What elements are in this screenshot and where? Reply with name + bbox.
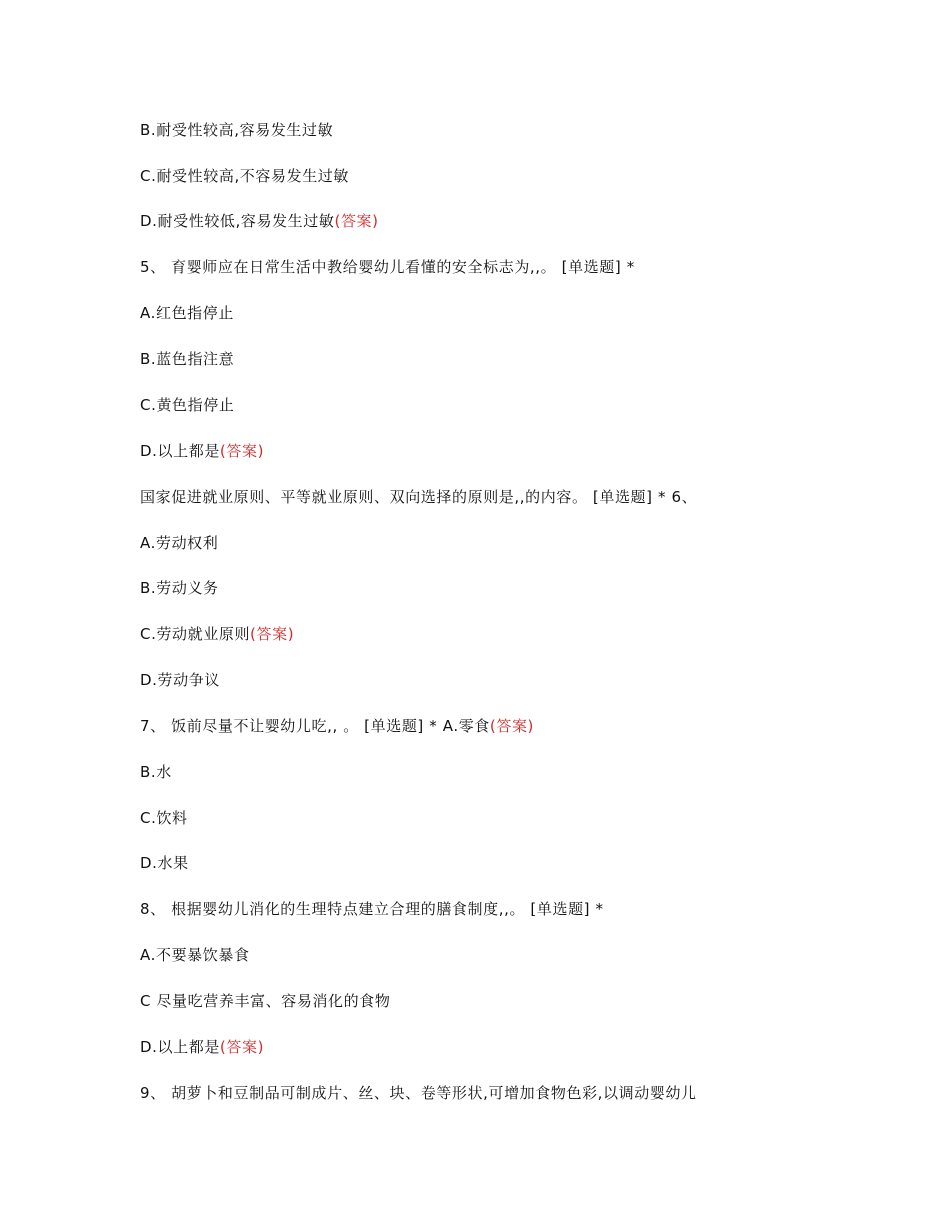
answer-marker: (答案) — [250, 625, 295, 643]
answer-marker: (答案) — [489, 717, 535, 735]
question-line: 5、 育婴师应在日常生活中教给婴幼儿看懂的安全标志为,,。 [单选题] * — [140, 258, 635, 276]
answer-marker: (答案) — [219, 1038, 265, 1056]
option-line: A.红色指停止 — [140, 304, 234, 322]
question-line: 国家促进就业原则、平等就业原则、双向选择的原则是,,的内容。 [单选题] * 6、 — [140, 488, 698, 506]
option-line: B.耐受性较高,容易发生过敏 — [140, 121, 334, 139]
option-line: C.饮料 — [140, 809, 188, 827]
option-line: D.耐受性较低,容易发生过敏(答案) — [140, 212, 379, 230]
question-line: 7、 饭前尽量不让婴幼儿吃,, 。 [单选题] * A.零食(答案) — [140, 717, 535, 735]
option-line: D.劳动争议 — [140, 671, 220, 689]
question-line: 9、 胡萝卜和豆制品可制成片、丝、块、卷等形状,可增加食物色彩,以调动婴幼儿 — [140, 1084, 697, 1102]
answer-marker: (答案) — [334, 212, 379, 230]
option-line: B.劳动义务 — [140, 579, 219, 597]
answer-marker: (答案) — [219, 442, 265, 460]
option-line: A.不要暴饮暴食 — [140, 946, 250, 964]
question-line: 8、 根据婴幼儿消化的生理特点建立合理的膳食制度,,。 [单选题] * — [140, 900, 604, 918]
option-line: A.劳动权利 — [140, 534, 219, 552]
option-line: B.水 — [140, 763, 172, 781]
option-line: D.水果 — [140, 854, 189, 872]
option-line: B.蓝色指注意 — [140, 350, 235, 368]
option-line: C 尽量吃营养丰富、容易消化的食物 — [140, 992, 391, 1010]
option-line: C.耐受性较高,不容易发生过敏 — [140, 167, 350, 185]
option-line: C.黄色指停止 — [140, 396, 235, 414]
option-line: C.劳动就业原则(答案) — [140, 625, 295, 643]
option-line: D.以上都是(答案) — [140, 1038, 265, 1056]
option-line: D.以上都是(答案) — [140, 442, 265, 460]
